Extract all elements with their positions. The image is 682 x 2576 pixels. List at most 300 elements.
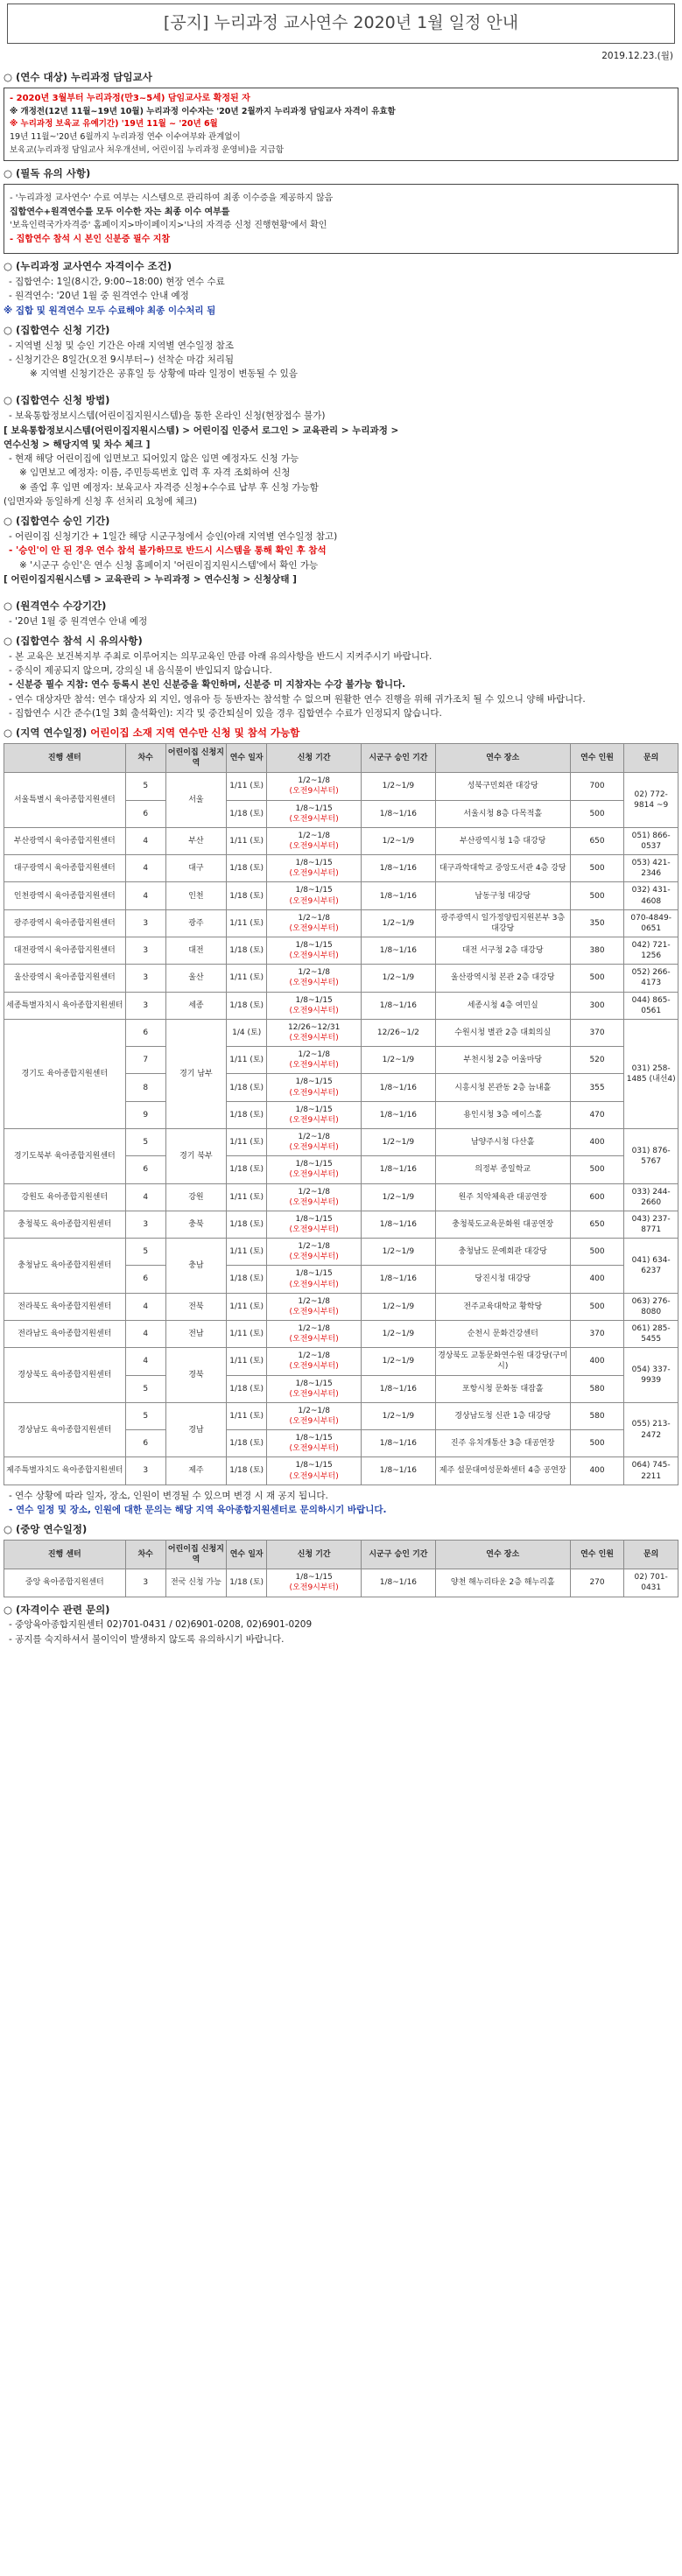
column-header: 연수 인원 bbox=[570, 1541, 624, 1569]
apply-period-note: (오전9시부터) bbox=[289, 1115, 339, 1125]
capacity-cell: 500 bbox=[570, 882, 624, 909]
table-row bbox=[4, 1019, 678, 1046]
central-body bbox=[4, 1569, 678, 1597]
approval-period-cell: 1/2~1/9 bbox=[362, 909, 436, 937]
apply-period-heading: ○ (집합연수 신청 기간) bbox=[4, 323, 110, 336]
center-name-cell: 서울특별시 육아종합지원센터 bbox=[4, 773, 126, 828]
apply-period-note: (오전9시부터) bbox=[289, 1034, 339, 1043]
capacity-cell: 500 bbox=[570, 965, 624, 992]
region-cell: 경남 bbox=[165, 1402, 226, 1457]
approval-period-cell: 1/8~1/16 bbox=[362, 1101, 436, 1128]
apply-period-cell bbox=[267, 937, 362, 965]
apply-period-value: 1/8~1/15 bbox=[295, 1214, 333, 1224]
approval-heading: ○ (집합연수 승인 기간) bbox=[4, 515, 110, 528]
venue-cell: 충청북도교육문화원 대공연장 bbox=[435, 1211, 570, 1238]
apply-period-line-2: - 신청기간은 8일간(오전 9시부터~) 선착순 마감 처리됨 bbox=[9, 354, 235, 365]
table-row bbox=[4, 1183, 678, 1211]
contact-cell: 053) 421-2346 bbox=[624, 855, 678, 882]
apply-period-note: (오전9시부터) bbox=[289, 787, 339, 797]
attend-notes-heading: ○ (집합연수 참석 시 유의사항) bbox=[4, 635, 143, 648]
region-cell: 경기 남부 bbox=[165, 1019, 226, 1128]
approval-period-cell: 1/8~1/16 bbox=[362, 937, 436, 965]
capacity-cell: 400 bbox=[570, 1129, 624, 1156]
column-header: 시군구 승인 기간 bbox=[362, 1541, 436, 1569]
column-header: 연수 일자 bbox=[227, 744, 267, 773]
round-cell: 3 bbox=[125, 1457, 165, 1485]
date-cell: 1/11 (토) bbox=[227, 909, 267, 937]
date-cell: 1/18 (토) bbox=[227, 992, 267, 1019]
date-cell: 1/18 (토) bbox=[227, 882, 267, 909]
approval-period-cell: 1/2~1/9 bbox=[362, 827, 436, 854]
center-name-cell: 경상남도 육아종합지원센터 bbox=[4, 1402, 126, 1457]
capacity-cell: 650 bbox=[570, 827, 624, 854]
apply-period-value: 1/8~1/15 bbox=[295, 1434, 333, 1443]
capacity-cell: 600 bbox=[570, 1183, 624, 1211]
apply-period-cell bbox=[267, 992, 362, 1019]
venue-cell: 남동구청 대강당 bbox=[435, 882, 570, 909]
apply-method-line-3: 연수신청 > 해당지역 및 차수 체크 ] bbox=[4, 439, 151, 450]
table-row bbox=[4, 1239, 678, 1266]
date-cell: 1/18 (토) bbox=[227, 1156, 267, 1183]
apply-period-note: (오전9시부터) bbox=[289, 1061, 339, 1070]
caution-box bbox=[4, 184, 678, 254]
center-name-cell: 경상북도 육아종합지원센터 bbox=[4, 1348, 126, 1403]
attend-notes-line-1: - 본 교육은 보건복지부 주최로 이루어지는 의무교육인 만큼 아래 유의사항을 반드시 지켜주시기 바랍니다. bbox=[9, 650, 432, 662]
date-cell: 1/11 (토) bbox=[227, 1293, 267, 1320]
venue-cell: 의정부 종일학교 bbox=[435, 1156, 570, 1183]
apply-method-line-4: - 현재 해당 어린이집에 임면보고 되어있지 않은 임면 예정자도 신청 가능 bbox=[9, 453, 299, 465]
apply-period-value: 1/8~1/15 bbox=[295, 1105, 333, 1114]
center-name-cell: 광주광역시 육아종합지원센터 bbox=[4, 909, 126, 937]
date-cell: 1/11 (토) bbox=[227, 1348, 267, 1375]
round-cell: 3 bbox=[125, 1569, 165, 1597]
apply-method-line-1: - 보육통합정보시스템(어린이집지원시스템)을 통한 온라인 신청(현장접수 불가) bbox=[9, 411, 326, 422]
apply-period-note: (오전9시부터) bbox=[289, 869, 339, 879]
apply-period-note: (오전9시부터) bbox=[289, 1170, 339, 1180]
apply-period-value: 1/8~1/15 bbox=[295, 804, 333, 813]
round-cell: 3 bbox=[125, 992, 165, 1019]
contact-cell: 051) 866-0537 bbox=[624, 827, 678, 854]
region-cell: 충북 bbox=[165, 1211, 226, 1238]
apply-period-note: (오전9시부터) bbox=[289, 1362, 339, 1372]
attend-notes-line-3: - 신분증 필수 지참: 연수 등록시 본인 신분증을 확인하며, 신분증 미 지참자는 수강 불가능 합니다. bbox=[9, 679, 406, 691]
apply-period-note: (오전9시부터) bbox=[289, 1471, 339, 1481]
center-name-cell: 강원도 육아종합지원센터 bbox=[4, 1183, 126, 1211]
capacity-cell: 580 bbox=[570, 1402, 624, 1429]
date-cell: 1/11 (토) bbox=[227, 1129, 267, 1156]
round-cell: 8 bbox=[125, 1074, 165, 1101]
apply-period-note: (오전9시부터) bbox=[289, 1389, 339, 1399]
capacity-cell: 400 bbox=[570, 1266, 624, 1293]
approval-period-cell: 1/2~1/9 bbox=[362, 1183, 436, 1211]
schedule-note-1: - 연수 상황에 따라 일자, 장소, 인원이 변경될 수 있으며 변경 시 재 공지 됩니다. bbox=[9, 1490, 328, 1501]
contact-cell: 043) 237-8771 bbox=[624, 1211, 678, 1238]
contact-cell: 054) 337-9939 bbox=[624, 1348, 678, 1403]
apply-period-value: 1/2~1/8 bbox=[298, 776, 330, 786]
apply-period-cell bbox=[267, 1320, 362, 1347]
center-name-cell: 대전광역시 육아종합지원센터 bbox=[4, 937, 126, 965]
table-row bbox=[4, 1457, 678, 1485]
schedule-body bbox=[4, 773, 678, 1485]
contact-line-1: - 중앙육아종합지원센터 02)701-0431 / 02)6901-0208, 02)6901-0209 bbox=[9, 1619, 313, 1631]
round-cell: 4 bbox=[125, 827, 165, 854]
region-cell: 경기 북부 bbox=[165, 1129, 226, 1184]
approval-period-cell: 1/2~1/9 bbox=[362, 1239, 436, 1266]
regional-schedule-heading bbox=[4, 726, 678, 741]
date-cell: 1/11 (토) bbox=[227, 1320, 267, 1347]
contact-line-2: - 공지를 숙지하셔서 불이익이 발생하지 않도록 유의하시기 바랍니다. bbox=[9, 1633, 285, 1645]
contact-cell: 063) 276-8080 bbox=[624, 1293, 678, 1320]
apply-period-note: (오전9시부터) bbox=[289, 1416, 339, 1426]
approval-period-cell: 1/8~1/16 bbox=[362, 800, 436, 827]
attend-notes-line-4: - 연수 대상자만 참석: 연수 대상자 외 지인, 영유아 등 동반자는 참석할 수 없으며 원활한 연수 진행을 위해 귀가조치 될 수 있으니 양해 바랍니다. bbox=[9, 693, 586, 705]
attend-notes-line-5: - 집합연수 시간 준수(1일 3회 출석확인): 지각 및 중간퇴실이 있을 경우 집합연수 수료가 인정되지 않습니다. bbox=[9, 707, 442, 719]
apply-period-value: 1/2~1/8 bbox=[298, 968, 330, 978]
contact-cell: 02) 701-0431 bbox=[624, 1569, 678, 1597]
approval-period-cell: 1/2~1/9 bbox=[362, 1348, 436, 1375]
apply-period-cell bbox=[267, 1402, 362, 1429]
round-cell: 5 bbox=[125, 1375, 165, 1402]
contact-cell: 02) 772-9814 ~9 bbox=[624, 773, 678, 828]
date-cell: 1/11 (토) bbox=[227, 1047, 267, 1074]
target-line-4: 19년 11월~'20년 6월까지 누리과정 연수 이수여부와 관계없이 bbox=[10, 132, 241, 143]
round-cell: 3 bbox=[125, 965, 165, 992]
date-cell: 1/11 (토) bbox=[227, 827, 267, 854]
venue-cell: 대구과학대학교 중앙도서관 4층 강당 bbox=[435, 855, 570, 882]
apply-period-value: 1/2~1/8 bbox=[298, 1050, 330, 1060]
apply-period-cell bbox=[267, 1348, 362, 1375]
contact-heading: ○ (자격이수 관련 문의) bbox=[4, 1603, 110, 1616]
capacity-cell: 650 bbox=[570, 1211, 624, 1238]
capacity-cell: 380 bbox=[570, 937, 624, 965]
apply-period-value: 1/8~1/15 bbox=[295, 1160, 333, 1169]
region-cell: 강원 bbox=[165, 1183, 226, 1211]
region-cell: 광주 bbox=[165, 909, 226, 937]
round-cell: 6 bbox=[125, 800, 165, 827]
venue-cell: 울산광역시청 본관 2층 대강당 bbox=[435, 965, 570, 992]
condition-line-2: - 원격연수: '20년 1월 중 원격연수 안내 예정 bbox=[9, 291, 189, 302]
venue-cell: 진주 유치개통산 3층 대공연장 bbox=[435, 1430, 570, 1457]
condition-line-1: - 집합연수: 1일(8시간, 9:00~18:00) 현장 연수 수료 bbox=[9, 277, 225, 288]
round-cell: 3 bbox=[125, 1211, 165, 1238]
date-cell: 1/18 (토) bbox=[227, 1430, 267, 1457]
table-row bbox=[4, 882, 678, 909]
round-cell: 6 bbox=[125, 1019, 165, 1046]
capacity-cell: 520 bbox=[570, 1047, 624, 1074]
approval-line-4: [ 어린이집지원시스템 > 교육관리 > 누리과정 > 연수신청 > 신청상태 ] bbox=[4, 573, 297, 585]
apply-period-cell bbox=[267, 1183, 362, 1211]
apply-period-value: 1/8~1/15 bbox=[295, 859, 333, 868]
apply-period-note: (오전9시부터) bbox=[289, 1280, 339, 1289]
center-name-cell: 충청남도 육아종합지원센터 bbox=[4, 1239, 126, 1294]
date-cell: 1/18 (토) bbox=[227, 1457, 267, 1485]
central-schedule-heading: ○ (중앙 연수일정) bbox=[4, 1523, 88, 1536]
column-header: 차수 bbox=[125, 744, 165, 773]
capacity-cell: 580 bbox=[570, 1375, 624, 1402]
approval-period-cell: 1/2~1/9 bbox=[362, 773, 436, 800]
apply-period-note: (오전9시부터) bbox=[289, 951, 339, 961]
venue-cell: 성북구민회관 대강당 bbox=[435, 773, 570, 800]
apply-period-note: (오전9시부터) bbox=[289, 1253, 339, 1262]
date-cell: 1/18 (토) bbox=[227, 800, 267, 827]
contact-cell: 055) 213-2472 bbox=[624, 1402, 678, 1457]
venue-cell: 포항시청 문화동 대잠홀 bbox=[435, 1375, 570, 1402]
date-cell: 1/11 (토) bbox=[227, 1239, 267, 1266]
table-row bbox=[4, 855, 678, 882]
region-cell: 서울 bbox=[165, 773, 226, 828]
approval-period-cell: 1/8~1/16 bbox=[362, 1457, 436, 1485]
target-heading: ○ (연수 대상) 누리과정 담임교사 bbox=[4, 71, 152, 84]
apply-period-cell bbox=[267, 800, 362, 827]
region-cell: 경북 bbox=[165, 1348, 226, 1403]
apply-period-cell bbox=[267, 1101, 362, 1128]
apply-period-cell bbox=[267, 1074, 362, 1101]
table-row bbox=[4, 965, 678, 992]
approval-period-cell: 12/26~1/2 bbox=[362, 1019, 436, 1046]
regional-schedule-table bbox=[4, 743, 678, 1485]
round-cell: 6 bbox=[125, 1430, 165, 1457]
apply-period-note: (오전9시부터) bbox=[289, 814, 339, 824]
online-period-line-1: - '20년 1월 중 원격연수 안내 예정 bbox=[9, 615, 148, 627]
column-header: 문의 bbox=[624, 1541, 678, 1569]
column-header: 진행 센터 bbox=[4, 1541, 126, 1569]
approval-period-cell: 1/8~1/16 bbox=[362, 992, 436, 1019]
venue-cell: 용인시청 3층 에이스홀 bbox=[435, 1101, 570, 1128]
apply-period-cell bbox=[267, 1457, 362, 1485]
date-cell: 1/11 (토) bbox=[227, 965, 267, 992]
round-cell: 5 bbox=[125, 1239, 165, 1266]
caution-line-1: - '누리과정 교사연수' 수료 여부는 시스템으로 관리하여 최종 이수증을 제공하지 않음 bbox=[10, 193, 334, 204]
date-cell: 1/4 (토) bbox=[227, 1019, 267, 1046]
round-cell: 4 bbox=[125, 882, 165, 909]
capacity-cell: 270 bbox=[570, 1569, 624, 1597]
capacity-cell: 500 bbox=[570, 800, 624, 827]
apply-period-value: 1/8~1/15 bbox=[295, 1461, 333, 1470]
center-name-cell: 충청북도 육아종합지원센터 bbox=[4, 1211, 126, 1238]
capacity-cell: 500 bbox=[570, 1293, 624, 1320]
apply-period-value: 1/2~1/8 bbox=[298, 1351, 330, 1361]
venue-cell: 서울시청 8층 다목적홀 bbox=[435, 800, 570, 827]
venue-cell: 경상북도 교통문화연수원 대강당(구미시) bbox=[435, 1348, 570, 1375]
column-header: 신청 기간 bbox=[267, 744, 362, 773]
approval-period-cell: 1/2~1/9 bbox=[362, 1047, 436, 1074]
round-cell: 6 bbox=[125, 1156, 165, 1183]
approval-period-cell: 1/8~1/16 bbox=[362, 1569, 436, 1597]
apply-period-value: 1/8~1/15 bbox=[295, 995, 333, 1005]
caution-line-2: 집합연수+원격연수를 모두 이수한 자는 최종 이수 여부를 bbox=[10, 207, 230, 217]
apply-period-value: 12/26~12/31 bbox=[287, 1022, 341, 1032]
apply-period-value: 1/8~1/15 bbox=[295, 1379, 333, 1388]
approval-period-cell: 1/8~1/16 bbox=[362, 1430, 436, 1457]
capacity-cell: 400 bbox=[570, 1348, 624, 1375]
region-cell: 전남 bbox=[165, 1320, 226, 1347]
apply-period-cell bbox=[267, 1266, 362, 1293]
apply-method-line-7: (임면자와 동일하게 신청 후 선처리 요청에 체크) bbox=[4, 495, 197, 507]
contact-cell: 032) 431-4608 bbox=[624, 882, 678, 909]
contact-cell: 044) 865-0561 bbox=[624, 992, 678, 1019]
column-header: 연수 장소 bbox=[435, 1541, 570, 1569]
venue-cell: 대전 서구청 2층 대강당 bbox=[435, 937, 570, 965]
contact-cell: 033) 244-2660 bbox=[624, 1183, 678, 1211]
center-name-cell: 인천광역시 육아종합지원센터 bbox=[4, 882, 126, 909]
table-row bbox=[4, 773, 678, 800]
date-cell: 1/11 (토) bbox=[227, 1183, 267, 1211]
approval-period-cell: 1/2~1/9 bbox=[362, 1402, 436, 1429]
capacity-cell: 370 bbox=[570, 1320, 624, 1347]
column-header: 진행 센터 bbox=[4, 744, 126, 773]
apply-period-cell bbox=[267, 1293, 362, 1320]
apply-period-note: (오전9시부터) bbox=[289, 1307, 339, 1316]
regional-schedule-title: ○ (지역 연수일정) bbox=[4, 726, 88, 740]
round-cell: 4 bbox=[125, 855, 165, 882]
apply-period-cell bbox=[267, 1129, 362, 1156]
approval-period-cell: 1/8~1/16 bbox=[362, 1074, 436, 1101]
table-row bbox=[4, 1211, 678, 1238]
table-row bbox=[4, 1293, 678, 1320]
approval-period-cell: 1/8~1/16 bbox=[362, 1211, 436, 1238]
regional-schedule-warning: 어린이집 소재 지역 연수만 신청 및 참석 가능함 bbox=[87, 726, 300, 740]
apply-period-value: 1/8~1/15 bbox=[295, 1269, 333, 1279]
capacity-cell: 500 bbox=[570, 855, 624, 882]
apply-period-note: (오전9시부터) bbox=[289, 1444, 339, 1454]
capacity-cell: 500 bbox=[570, 1430, 624, 1457]
condition-line-3: ※ 집합 및 원격연수 모두 수료해야 최종 이수처리 됨 bbox=[4, 305, 216, 316]
region-cell: 대전 bbox=[165, 937, 226, 965]
table-row bbox=[4, 992, 678, 1019]
capacity-cell: 700 bbox=[570, 773, 624, 800]
region-cell: 세종 bbox=[165, 992, 226, 1019]
apply-period-line-1: - 지역별 신청 및 승인 기간은 아래 지역별 연수일정 참조 bbox=[9, 340, 234, 351]
apply-period-value: 1/2~1/8 bbox=[298, 1296, 330, 1306]
round-cell: 3 bbox=[125, 937, 165, 965]
venue-cell: 남양주시청 다산홀 bbox=[435, 1129, 570, 1156]
capacity-cell: 300 bbox=[570, 992, 624, 1019]
approval-period-cell: 1/2~1/9 bbox=[362, 1129, 436, 1156]
apply-period-cell bbox=[267, 1569, 362, 1597]
center-name-cell: 전라북도 육아종합지원센터 bbox=[4, 1293, 126, 1320]
round-cell: 4 bbox=[125, 1183, 165, 1211]
center-name-cell: 대구광역시 육아종합지원센터 bbox=[4, 855, 126, 882]
apply-period-note: (오전9시부터) bbox=[289, 923, 339, 933]
approval-period-cell: 1/2~1/9 bbox=[362, 965, 436, 992]
target-box bbox=[4, 88, 678, 161]
notice-title-box bbox=[7, 4, 675, 44]
round-cell: 7 bbox=[125, 1047, 165, 1074]
table-row bbox=[4, 1348, 678, 1375]
capacity-cell: 400 bbox=[570, 1457, 624, 1485]
capacity-cell: 350 bbox=[570, 909, 624, 937]
apply-period-line-3: ※ 지역별 신청기간은 공휴일 등 상황에 따라 일정이 변동될 수 있음 bbox=[30, 369, 298, 380]
apply-period-note: (오전9시부터) bbox=[289, 1583, 339, 1593]
apply-method-heading: ○ (집합연수 신청 방법) bbox=[4, 394, 110, 407]
date-cell: 1/18 (토) bbox=[227, 1569, 267, 1597]
table-row bbox=[4, 909, 678, 937]
table-row bbox=[4, 1569, 678, 1597]
schedule-note-2: - 연수 일정 및 장소, 인원에 대한 문의는 해당 지역 육아종합지원센터로 문의하시기 바랍니다. bbox=[9, 1504, 387, 1515]
apply-period-value: 1/2~1/8 bbox=[298, 1406, 330, 1415]
column-header: 연수 인원 bbox=[570, 744, 624, 773]
capacity-cell: 500 bbox=[570, 1239, 624, 1266]
region-cell: 제주 bbox=[165, 1457, 226, 1485]
apply-period-note: (오전9시부터) bbox=[289, 1006, 339, 1015]
date-cell: 1/18 (토) bbox=[227, 937, 267, 965]
condition-heading: ○ (누리과정 교사연수 자격이수 조건) bbox=[4, 260, 172, 273]
venue-cell: 원주 치악체육관 대공연장 bbox=[435, 1183, 570, 1211]
venue-cell: 당진시청 대강당 bbox=[435, 1266, 570, 1293]
apply-period-note: (오전9시부터) bbox=[289, 1143, 339, 1153]
venue-cell: 광주광역시 일가정양립지원본부 3층 대강당 bbox=[435, 909, 570, 937]
caution-heading: ○ (필독 유의 사항) bbox=[4, 167, 91, 180]
center-name-cell: 제주특별자치도 육아종합지원센터 bbox=[4, 1457, 126, 1485]
apply-period-cell bbox=[267, 882, 362, 909]
venue-cell: 순천시 문화건강센터 bbox=[435, 1320, 570, 1347]
table-row bbox=[4, 1320, 678, 1347]
date-cell: 1/18 (토) bbox=[227, 855, 267, 882]
round-cell: 9 bbox=[125, 1101, 165, 1128]
round-cell: 5 bbox=[125, 773, 165, 800]
center-name-cell: 세종특별자치시 육아종합지원센터 bbox=[4, 992, 126, 1019]
table-row bbox=[4, 937, 678, 965]
date-cell: 1/11 (토) bbox=[227, 773, 267, 800]
central-header-row bbox=[4, 1541, 678, 1569]
region-cell: 전국 신청 가능 bbox=[165, 1569, 226, 1597]
date-cell: 1/18 (토) bbox=[227, 1211, 267, 1238]
apply-period-note: (오전9시부터) bbox=[289, 1225, 339, 1234]
approval-period-cell: 1/8~1/16 bbox=[362, 1375, 436, 1402]
contact-cell: 070-4849-0651 bbox=[624, 909, 678, 937]
region-cell: 인천 bbox=[165, 882, 226, 909]
caution-line-3: '보육인력국가자격증' 홈페이지>마이페이지>'나의 자격증 신청 진행현황'에서 확인 bbox=[10, 221, 327, 231]
apply-period-note: (오전9시부터) bbox=[289, 979, 339, 988]
venue-cell: 부천시청 2층 어울마당 bbox=[435, 1047, 570, 1074]
venue-cell: 부산광역시청 1층 대강당 bbox=[435, 827, 570, 854]
approval-line-1: - 어린이집 신청기간 + 1일간 해당 시군구청에서 승인(아래 지역별 연수일정 참고) bbox=[9, 530, 338, 542]
round-cell: 4 bbox=[125, 1348, 165, 1375]
center-name-cell: 경기도북부 육아종합지원센터 bbox=[4, 1129, 126, 1184]
table-row bbox=[4, 1402, 678, 1429]
column-header: 어린이집 신청지역 bbox=[165, 1541, 226, 1569]
capacity-cell: 470 bbox=[570, 1101, 624, 1128]
venue-cell: 세종시청 4층 여민실 bbox=[435, 992, 570, 1019]
apply-period-note: (오전9시부터) bbox=[289, 1335, 339, 1344]
column-header: 차수 bbox=[125, 1541, 165, 1569]
contact-cell: 031) 876-5767 bbox=[624, 1129, 678, 1184]
column-header: 문의 bbox=[624, 744, 678, 773]
venue-cell: 수원시청 별관 2층 대회의실 bbox=[435, 1019, 570, 1046]
table-row bbox=[4, 827, 678, 854]
region-cell: 울산 bbox=[165, 965, 226, 992]
column-header: 연수 일자 bbox=[227, 1541, 267, 1569]
apply-period-cell bbox=[267, 773, 362, 800]
round-cell: 4 bbox=[125, 1293, 165, 1320]
date-cell: 1/11 (토) bbox=[227, 1402, 267, 1429]
column-header: 신청 기간 bbox=[267, 1541, 362, 1569]
contact-cell: 041) 634-6237 bbox=[624, 1239, 678, 1294]
notice-title: [공지] 누리과정 교사연수 2020년 1월 일정 안내 bbox=[163, 13, 519, 33]
apply-method-line-6: ※ 졸업 후 임면 예정자: 보육교사 자격증 신청+수수료 납부 후 신청 가능함 bbox=[19, 481, 319, 493]
apply-period-value: 1/8~1/15 bbox=[295, 941, 333, 951]
approval-period-cell: 1/8~1/16 bbox=[362, 882, 436, 909]
table-row bbox=[4, 1129, 678, 1156]
contact-cell: 031) 258-1485 (내선4) bbox=[624, 1019, 678, 1128]
apply-period-value: 1/2~1/8 bbox=[298, 1133, 330, 1141]
column-header: 어린이집 신청지역 bbox=[165, 744, 226, 773]
target-line-2: ※ 개정전(12년 11월~19년 10월) 누리과정 이수자는 '20년 2월까지 누리과정 담임교사 자격이 유효함 bbox=[10, 106, 396, 116]
venue-cell: 제주 설문대여성문화센터 4층 공연장 bbox=[435, 1457, 570, 1485]
contact-cell: 042) 721-1256 bbox=[624, 937, 678, 965]
central-schedule-table bbox=[4, 1540, 678, 1597]
approval-line-2: - '승인'이 안 된 경우 연수 참석 불가하므로 반드시 시스템을 통해 확인 후 참석 bbox=[9, 545, 327, 557]
